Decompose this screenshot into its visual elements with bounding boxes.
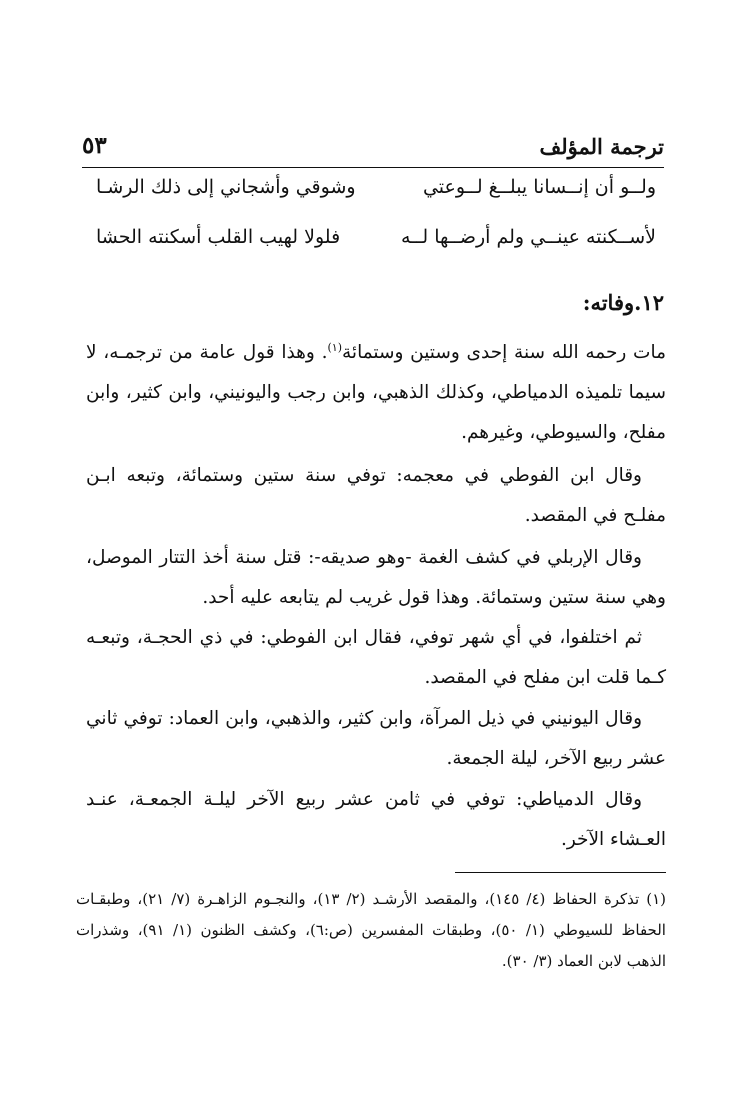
paragraph-2: وقال ابن الفوطي في معجمه: توفي سنة ستين وستمائة، وتبعه ابـن مفلـح في المقصد. — [86, 465, 666, 526]
verse-line-1 — [96, 176, 656, 216]
paragraph-3: وقال الإربلي في كشف الغمة -وهو صديقه-: قتل سنة أخذ التتار الموصل، وهي سنة ستين وستمائة. وهذا قول غريب لم يتابعه عليه أحد. — [86, 547, 666, 608]
header-rule — [82, 167, 664, 168]
verse-2-first-hemistich: لأســكنته عينــي ولم أرضــها لــه — [401, 226, 656, 248]
paragraph-4: ثم اختلفوا، في أي شهر توفي، فقال ابن الفوطي: في ذي الحجـة، وتبعـه كـما قلت ابن مفلح في المقصد. — [86, 627, 666, 688]
paragraph-5: وقال اليونيني في ذيل المرآة، وابن كثير، والذهبي، وابن العماد: توفي ثاني عشر ربيع الآخر، ليلة الجمعة. — [86, 708, 666, 769]
verse-2-second-hemistich: فلولا لهيب القلب أسكنته الحشا — [96, 226, 341, 248]
header-title: ترجمة المؤلف — [539, 134, 664, 159]
verse-1-first-hemistich: ولــو أن إنــسانا يبلــغ لــوعتي — [422, 176, 656, 198]
verse-line-2 — [96, 226, 656, 266]
page-number: ٥٣ — [82, 132, 107, 159]
section-heading: ١٢.وفاته: — [582, 290, 664, 315]
paragraph-1-text-a: مات رحمه الله سنة إحدى وستين وستمائة — [342, 342, 667, 364]
footnote-separator — [455, 872, 666, 873]
paragraph-1-text-b: . وهذا قول عامة من ترجمـه، لا سيما تلميذه الدمياطي، وكذلك الذهبي، وابن رجب واليونيني، وابن كثير، وابن مفلح، والسيوطي، وغيرهم. — [86, 342, 666, 444]
running-header — [82, 128, 664, 168]
paragraph-1 — [86, 328, 666, 453]
footnote-ref: (١) — [327, 341, 342, 354]
footnote: (١) تذكرة الحفاظ (٤/ ١٤٥)، والمقصد الأرشـد (٢/ ١٣)، والنجـوم الزاهـرة (٧/ ٢١)، وطبقـات الحفاظ للسيوطي (١/ ٥٠)، وطبقات المفسرين (ص:٦)، وكشف الظنون (١/ ٩١)، وشذرات الذهب لابن العماد (٣/ ٣٠). — [76, 890, 667, 970]
paragraph-6: وقال الدمياطي: توفي في ثامن عشر ربيع الآخر ليلـة الجمعـة، عنـد العـشاء الآخر. — [86, 789, 666, 850]
verse-1-second-hemistich: وشوقي وأشجاني إلى ذلك الرشـا — [96, 176, 356, 198]
